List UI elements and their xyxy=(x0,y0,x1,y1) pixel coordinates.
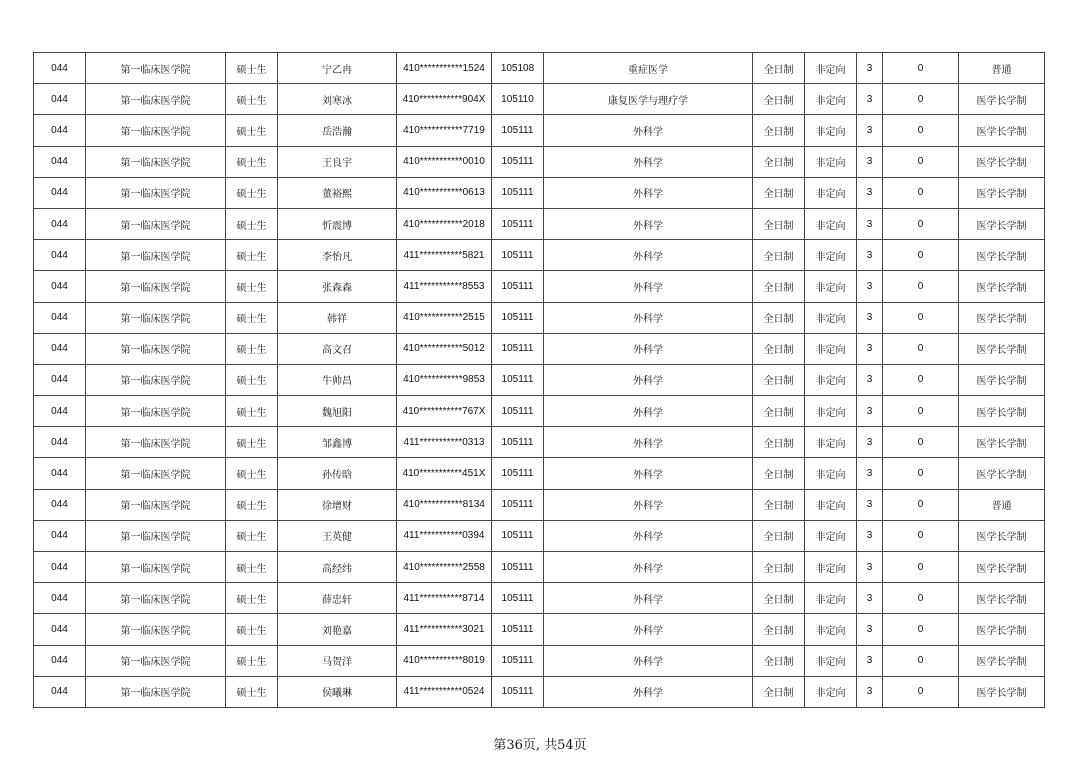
major-name-cell: 外科学 xyxy=(544,177,753,208)
student-name-cell: 忻震博 xyxy=(278,208,397,239)
major-name-cell: 外科学 xyxy=(544,645,753,676)
orientation-cell: 非定向 xyxy=(805,520,857,551)
page-number: 第36页, 共54页 xyxy=(493,738,587,753)
college-cell: 第一临床医学院 xyxy=(86,84,226,115)
duration-cell: 3 xyxy=(857,427,883,458)
degree-level-cell: 硕士生 xyxy=(226,53,278,84)
table-row xyxy=(34,583,1045,614)
program-type-cell: 医学长学制 xyxy=(959,427,1045,458)
program-type-cell: 医学长学制 xyxy=(959,520,1045,551)
study-mode-cell: 全日制 xyxy=(753,645,805,676)
id-number-cell: 410***********2558 xyxy=(397,552,492,583)
major-code-cell: 105111 xyxy=(492,552,544,583)
orientation-cell: 非定向 xyxy=(805,146,857,177)
degree-level-cell: 硕士生 xyxy=(226,302,278,333)
major-code-cell: 105111 xyxy=(492,427,544,458)
degree-level-cell: 硕士生 xyxy=(226,364,278,395)
orientation-cell: 非定向 xyxy=(805,208,857,239)
tuition-cell: 0 xyxy=(883,53,959,84)
orientation-cell: 非定向 xyxy=(805,333,857,364)
duration-cell: 3 xyxy=(857,240,883,271)
study-mode-cell: 全日制 xyxy=(753,427,805,458)
major-name-cell: 外科学 xyxy=(544,676,753,707)
student-name-cell: 张森森 xyxy=(278,271,397,302)
tuition-cell: 0 xyxy=(883,115,959,146)
major-name-cell: 外科学 xyxy=(544,208,753,239)
table-row xyxy=(34,302,1045,333)
id-number-cell: 410***********8134 xyxy=(397,489,492,520)
major-name-cell: 外科学 xyxy=(544,583,753,614)
program-type-cell: 医学长学制 xyxy=(959,583,1045,614)
degree-level-cell: 硕士生 xyxy=(226,208,278,239)
orientation-cell: 非定向 xyxy=(805,396,857,427)
program-type-cell: 医学长学制 xyxy=(959,146,1045,177)
student-name-cell: 马贺洋 xyxy=(278,645,397,676)
major-name-cell: 外科学 xyxy=(544,552,753,583)
major-code-cell: 105111 xyxy=(492,271,544,302)
tuition-cell: 0 xyxy=(883,177,959,208)
study-mode-cell: 全日制 xyxy=(753,177,805,208)
major-code-cell: 105111 xyxy=(492,146,544,177)
duration-cell: 3 xyxy=(857,645,883,676)
program-type-cell: 医学长学制 xyxy=(959,333,1045,364)
student-name-cell: 薛忠轩 xyxy=(278,583,397,614)
student-name-cell: 王良宇 xyxy=(278,146,397,177)
study-mode-cell: 全日制 xyxy=(753,53,805,84)
id-number-cell: 410***********8019 xyxy=(397,645,492,676)
college-cell: 第一临床医学院 xyxy=(86,614,226,645)
id-number-cell: 411***********0394 xyxy=(397,520,492,551)
tuition-cell: 0 xyxy=(883,458,959,489)
major-name-cell: 外科学 xyxy=(544,614,753,645)
tuition-cell: 0 xyxy=(883,583,959,614)
orientation-cell: 非定向 xyxy=(805,53,857,84)
major-name-cell: 外科学 xyxy=(544,240,753,271)
tuition-cell: 0 xyxy=(883,489,959,520)
dept-code-cell: 044 xyxy=(34,583,86,614)
student-name-cell: 王英健 xyxy=(278,520,397,551)
study-mode-cell: 全日制 xyxy=(753,333,805,364)
duration-cell: 3 xyxy=(857,614,883,645)
table-row xyxy=(34,614,1045,645)
duration-cell: 3 xyxy=(857,458,883,489)
id-number-cell: 410***********7719 xyxy=(397,115,492,146)
duration-cell: 3 xyxy=(857,177,883,208)
id-number-cell: 411***********0524 xyxy=(397,676,492,707)
program-type-cell: 医学长学制 xyxy=(959,115,1045,146)
major-code-cell: 105111 xyxy=(492,240,544,271)
duration-cell: 3 xyxy=(857,396,883,427)
major-code-cell: 105108 xyxy=(492,53,544,84)
table-row xyxy=(34,146,1045,177)
table-row xyxy=(34,115,1045,146)
dept-code-cell: 044 xyxy=(34,614,86,645)
duration-cell: 3 xyxy=(857,146,883,177)
table-row xyxy=(34,489,1045,520)
degree-level-cell: 硕士生 xyxy=(226,333,278,364)
dept-code-cell: 044 xyxy=(34,53,86,84)
study-mode-cell: 全日制 xyxy=(753,396,805,427)
major-code-cell: 105111 xyxy=(492,676,544,707)
study-mode-cell: 全日制 xyxy=(753,146,805,177)
student-name-cell: 刘寒冰 xyxy=(278,84,397,115)
program-type-cell: 普通 xyxy=(959,489,1045,520)
duration-cell: 3 xyxy=(857,489,883,520)
table-row xyxy=(34,333,1045,364)
orientation-cell: 非定向 xyxy=(805,645,857,676)
id-number-cell: 410***********9853 xyxy=(397,364,492,395)
table-row xyxy=(34,427,1045,458)
college-cell: 第一临床医学院 xyxy=(86,489,226,520)
tuition-cell: 0 xyxy=(883,333,959,364)
orientation-cell: 非定向 xyxy=(805,84,857,115)
orientation-cell: 非定向 xyxy=(805,458,857,489)
major-name-cell: 外科学 xyxy=(544,458,753,489)
college-cell: 第一临床医学院 xyxy=(86,177,226,208)
duration-cell: 3 xyxy=(857,271,883,302)
dept-code-cell: 044 xyxy=(34,645,86,676)
major-name-cell: 外科学 xyxy=(544,146,753,177)
degree-level-cell: 硕士生 xyxy=(226,146,278,177)
degree-level-cell: 硕士生 xyxy=(226,676,278,707)
study-mode-cell: 全日制 xyxy=(753,614,805,645)
student-name-cell: 刘艳嘉 xyxy=(278,614,397,645)
table-row xyxy=(34,364,1045,395)
student-name-cell: 韩祥 xyxy=(278,302,397,333)
college-cell: 第一临床医学院 xyxy=(86,115,226,146)
study-mode-cell: 全日制 xyxy=(753,489,805,520)
study-mode-cell: 全日制 xyxy=(753,583,805,614)
major-code-cell: 105111 xyxy=(492,458,544,489)
duration-cell: 3 xyxy=(857,552,883,583)
table-row xyxy=(34,53,1045,84)
program-type-cell: 医学长学制 xyxy=(959,614,1045,645)
table-row xyxy=(34,520,1045,551)
college-cell: 第一临床医学院 xyxy=(86,271,226,302)
student-name-cell: 李怡凡 xyxy=(278,240,397,271)
program-type-cell: 医学长学制 xyxy=(959,240,1045,271)
major-code-cell: 105111 xyxy=(492,645,544,676)
duration-cell: 3 xyxy=(857,115,883,146)
college-cell: 第一临床医学院 xyxy=(86,520,226,551)
program-type-cell: 普通 xyxy=(959,53,1045,84)
program-type-cell: 医学长学制 xyxy=(959,271,1045,302)
major-name-cell: 外科学 xyxy=(544,333,753,364)
study-mode-cell: 全日制 xyxy=(753,520,805,551)
major-name-cell: 外科学 xyxy=(544,427,753,458)
duration-cell: 3 xyxy=(857,84,883,115)
id-number-cell: 410***********0010 xyxy=(397,146,492,177)
program-type-cell: 医学长学制 xyxy=(959,208,1045,239)
dept-code-cell: 044 xyxy=(34,396,86,427)
duration-cell: 3 xyxy=(857,676,883,707)
program-type-cell: 医学长学制 xyxy=(959,177,1045,208)
student-name-cell: 孙传晗 xyxy=(278,458,397,489)
student-name-cell: 高经纬 xyxy=(278,552,397,583)
duration-cell: 3 xyxy=(857,520,883,551)
college-cell: 第一临床医学院 xyxy=(86,583,226,614)
orientation-cell: 非定向 xyxy=(805,676,857,707)
student-name-cell: 侯曦琳 xyxy=(278,676,397,707)
orientation-cell: 非定向 xyxy=(805,489,857,520)
major-code-cell: 105111 xyxy=(492,364,544,395)
major-code-cell: 105111 xyxy=(492,614,544,645)
id-number-cell: 410***********1524 xyxy=(397,53,492,84)
student-table xyxy=(33,52,1045,708)
dept-code-cell: 044 xyxy=(34,489,86,520)
dept-code-cell: 044 xyxy=(34,520,86,551)
duration-cell: 3 xyxy=(857,208,883,239)
program-type-cell: 医学长学制 xyxy=(959,645,1045,676)
college-cell: 第一临床医学院 xyxy=(86,427,226,458)
tuition-cell: 0 xyxy=(883,240,959,271)
major-name-cell: 重症医学 xyxy=(544,53,753,84)
dept-code-cell: 044 xyxy=(34,208,86,239)
student-name-cell: 董裕熙 xyxy=(278,177,397,208)
study-mode-cell: 全日制 xyxy=(753,676,805,707)
major-code-cell: 105111 xyxy=(492,208,544,239)
orientation-cell: 非定向 xyxy=(805,427,857,458)
program-type-cell: 医学长学制 xyxy=(959,676,1045,707)
degree-level-cell: 硕士生 xyxy=(226,458,278,489)
tuition-cell: 0 xyxy=(883,676,959,707)
table-row xyxy=(34,271,1045,302)
table-row xyxy=(34,208,1045,239)
major-code-cell: 105111 xyxy=(492,583,544,614)
student-name-cell: 宁乙冉 xyxy=(278,53,397,84)
table-row xyxy=(34,552,1045,583)
dept-code-cell: 044 xyxy=(34,364,86,395)
major-name-cell: 外科学 xyxy=(544,489,753,520)
study-mode-cell: 全日制 xyxy=(753,115,805,146)
college-cell: 第一临床医学院 xyxy=(86,676,226,707)
tuition-cell: 0 xyxy=(883,520,959,551)
college-cell: 第一临床医学院 xyxy=(86,333,226,364)
major-name-cell: 外科学 xyxy=(544,396,753,427)
major-code-cell: 105111 xyxy=(492,520,544,551)
degree-level-cell: 硕士生 xyxy=(226,520,278,551)
major-code-cell: 105111 xyxy=(492,333,544,364)
dept-code-cell: 044 xyxy=(34,271,86,302)
dept-code-cell: 044 xyxy=(34,333,86,364)
college-cell: 第一临床医学院 xyxy=(86,53,226,84)
college-cell: 第一临床医学院 xyxy=(86,302,226,333)
degree-level-cell: 硕士生 xyxy=(226,177,278,208)
degree-level-cell: 硕士生 xyxy=(226,552,278,583)
dept-code-cell: 044 xyxy=(34,146,86,177)
duration-cell: 3 xyxy=(857,583,883,614)
degree-level-cell: 硕士生 xyxy=(226,115,278,146)
college-cell: 第一临床医学院 xyxy=(86,645,226,676)
major-code-cell: 105111 xyxy=(492,302,544,333)
id-number-cell: 410***********451X xyxy=(397,458,492,489)
table-row xyxy=(34,84,1045,115)
id-number-cell: 410***********2018 xyxy=(397,208,492,239)
id-number-cell: 410***********767X xyxy=(397,396,492,427)
major-name-cell: 外科学 xyxy=(544,115,753,146)
major-name-cell: 外科学 xyxy=(544,271,753,302)
major-name-cell: 外科学 xyxy=(544,302,753,333)
duration-cell: 3 xyxy=(857,333,883,364)
table-row xyxy=(34,240,1045,271)
college-cell: 第一临床医学院 xyxy=(86,208,226,239)
major-name-cell: 外科学 xyxy=(544,364,753,395)
major-code-cell: 105111 xyxy=(492,396,544,427)
major-name-cell: 康复医学与理疗学 xyxy=(544,84,753,115)
tuition-cell: 0 xyxy=(883,364,959,395)
table-row xyxy=(34,645,1045,676)
id-number-cell: 410***********0613 xyxy=(397,177,492,208)
dept-code-cell: 044 xyxy=(34,84,86,115)
orientation-cell: 非定向 xyxy=(805,552,857,583)
study-mode-cell: 全日制 xyxy=(753,364,805,395)
major-code-cell: 105111 xyxy=(492,489,544,520)
id-number-cell: 410***********904X xyxy=(397,84,492,115)
major-code-cell: 105111 xyxy=(492,177,544,208)
program-type-cell: 医学长学制 xyxy=(959,458,1045,489)
study-mode-cell: 全日制 xyxy=(753,240,805,271)
study-mode-cell: 全日制 xyxy=(753,84,805,115)
orientation-cell: 非定向 xyxy=(805,240,857,271)
college-cell: 第一临床医学院 xyxy=(86,364,226,395)
dept-code-cell: 044 xyxy=(34,302,86,333)
duration-cell: 3 xyxy=(857,364,883,395)
program-type-cell: 医学长学制 xyxy=(959,552,1045,583)
tuition-cell: 0 xyxy=(883,645,959,676)
tuition-cell: 0 xyxy=(883,614,959,645)
table-row xyxy=(34,177,1045,208)
table-row xyxy=(34,458,1045,489)
table-row xyxy=(34,396,1045,427)
degree-level-cell: 硕士生 xyxy=(226,614,278,645)
dept-code-cell: 044 xyxy=(34,552,86,583)
study-mode-cell: 全日制 xyxy=(753,458,805,489)
degree-level-cell: 硕士生 xyxy=(226,489,278,520)
tuition-cell: 0 xyxy=(883,302,959,333)
college-cell: 第一临床医学院 xyxy=(86,552,226,583)
id-number-cell: 411***********8553 xyxy=(397,271,492,302)
degree-level-cell: 硕士生 xyxy=(226,240,278,271)
tuition-cell: 0 xyxy=(883,396,959,427)
major-code-cell: 105110 xyxy=(492,84,544,115)
student-name-cell: 岳浩瀚 xyxy=(278,115,397,146)
dept-code-cell: 044 xyxy=(34,427,86,458)
student-name-cell: 邹鑫博 xyxy=(278,427,397,458)
program-type-cell: 医学长学制 xyxy=(959,302,1045,333)
tuition-cell: 0 xyxy=(883,427,959,458)
id-number-cell: 411***********8714 xyxy=(397,583,492,614)
degree-level-cell: 硕士生 xyxy=(226,427,278,458)
orientation-cell: 非定向 xyxy=(805,614,857,645)
orientation-cell: 非定向 xyxy=(805,583,857,614)
orientation-cell: 非定向 xyxy=(805,115,857,146)
id-number-cell: 411***********0313 xyxy=(397,427,492,458)
tuition-cell: 0 xyxy=(883,208,959,239)
major-name-cell: 外科学 xyxy=(544,520,753,551)
student-name-cell: 徐增财 xyxy=(278,489,397,520)
id-number-cell: 410***********5012 xyxy=(397,333,492,364)
dept-code-cell: 044 xyxy=(34,115,86,146)
duration-cell: 3 xyxy=(857,53,883,84)
id-number-cell: 411***********5821 xyxy=(397,240,492,271)
dept-code-cell: 044 xyxy=(34,676,86,707)
dept-code-cell: 044 xyxy=(34,240,86,271)
student-name-cell: 牛帅昌 xyxy=(278,364,397,395)
program-type-cell: 医学长学制 xyxy=(959,84,1045,115)
orientation-cell: 非定向 xyxy=(805,364,857,395)
study-mode-cell: 全日制 xyxy=(753,552,805,583)
orientation-cell: 非定向 xyxy=(805,271,857,302)
id-number-cell: 410***********2515 xyxy=(397,302,492,333)
student-name-cell: 高文召 xyxy=(278,333,397,364)
tuition-cell: 0 xyxy=(883,84,959,115)
study-mode-cell: 全日制 xyxy=(753,271,805,302)
degree-level-cell: 硕士生 xyxy=(226,583,278,614)
college-cell: 第一临床医学院 xyxy=(86,458,226,489)
duration-cell: 3 xyxy=(857,302,883,333)
college-cell: 第一临床医学院 xyxy=(86,146,226,177)
program-type-cell: 医学长学制 xyxy=(959,364,1045,395)
degree-level-cell: 硕士生 xyxy=(226,645,278,676)
table-body xyxy=(34,53,1045,708)
tuition-cell: 0 xyxy=(883,552,959,583)
degree-level-cell: 硕士生 xyxy=(226,84,278,115)
tuition-cell: 0 xyxy=(883,146,959,177)
id-number-cell: 411***********3021 xyxy=(397,614,492,645)
orientation-cell: 非定向 xyxy=(805,302,857,333)
degree-level-cell: 硕士生 xyxy=(226,396,278,427)
study-mode-cell: 全日制 xyxy=(753,208,805,239)
dept-code-cell: 044 xyxy=(34,458,86,489)
college-cell: 第一临床医学院 xyxy=(86,396,226,427)
orientation-cell: 非定向 xyxy=(805,177,857,208)
study-mode-cell: 全日制 xyxy=(753,302,805,333)
tuition-cell: 0 xyxy=(883,271,959,302)
program-type-cell: 医学长学制 xyxy=(959,396,1045,427)
college-cell: 第一临床医学院 xyxy=(86,240,226,271)
student-name-cell: 魏旭阳 xyxy=(278,396,397,427)
major-code-cell: 105111 xyxy=(492,115,544,146)
table-row xyxy=(34,676,1045,707)
degree-level-cell: 硕士生 xyxy=(226,271,278,302)
dept-code-cell: 044 xyxy=(34,177,86,208)
